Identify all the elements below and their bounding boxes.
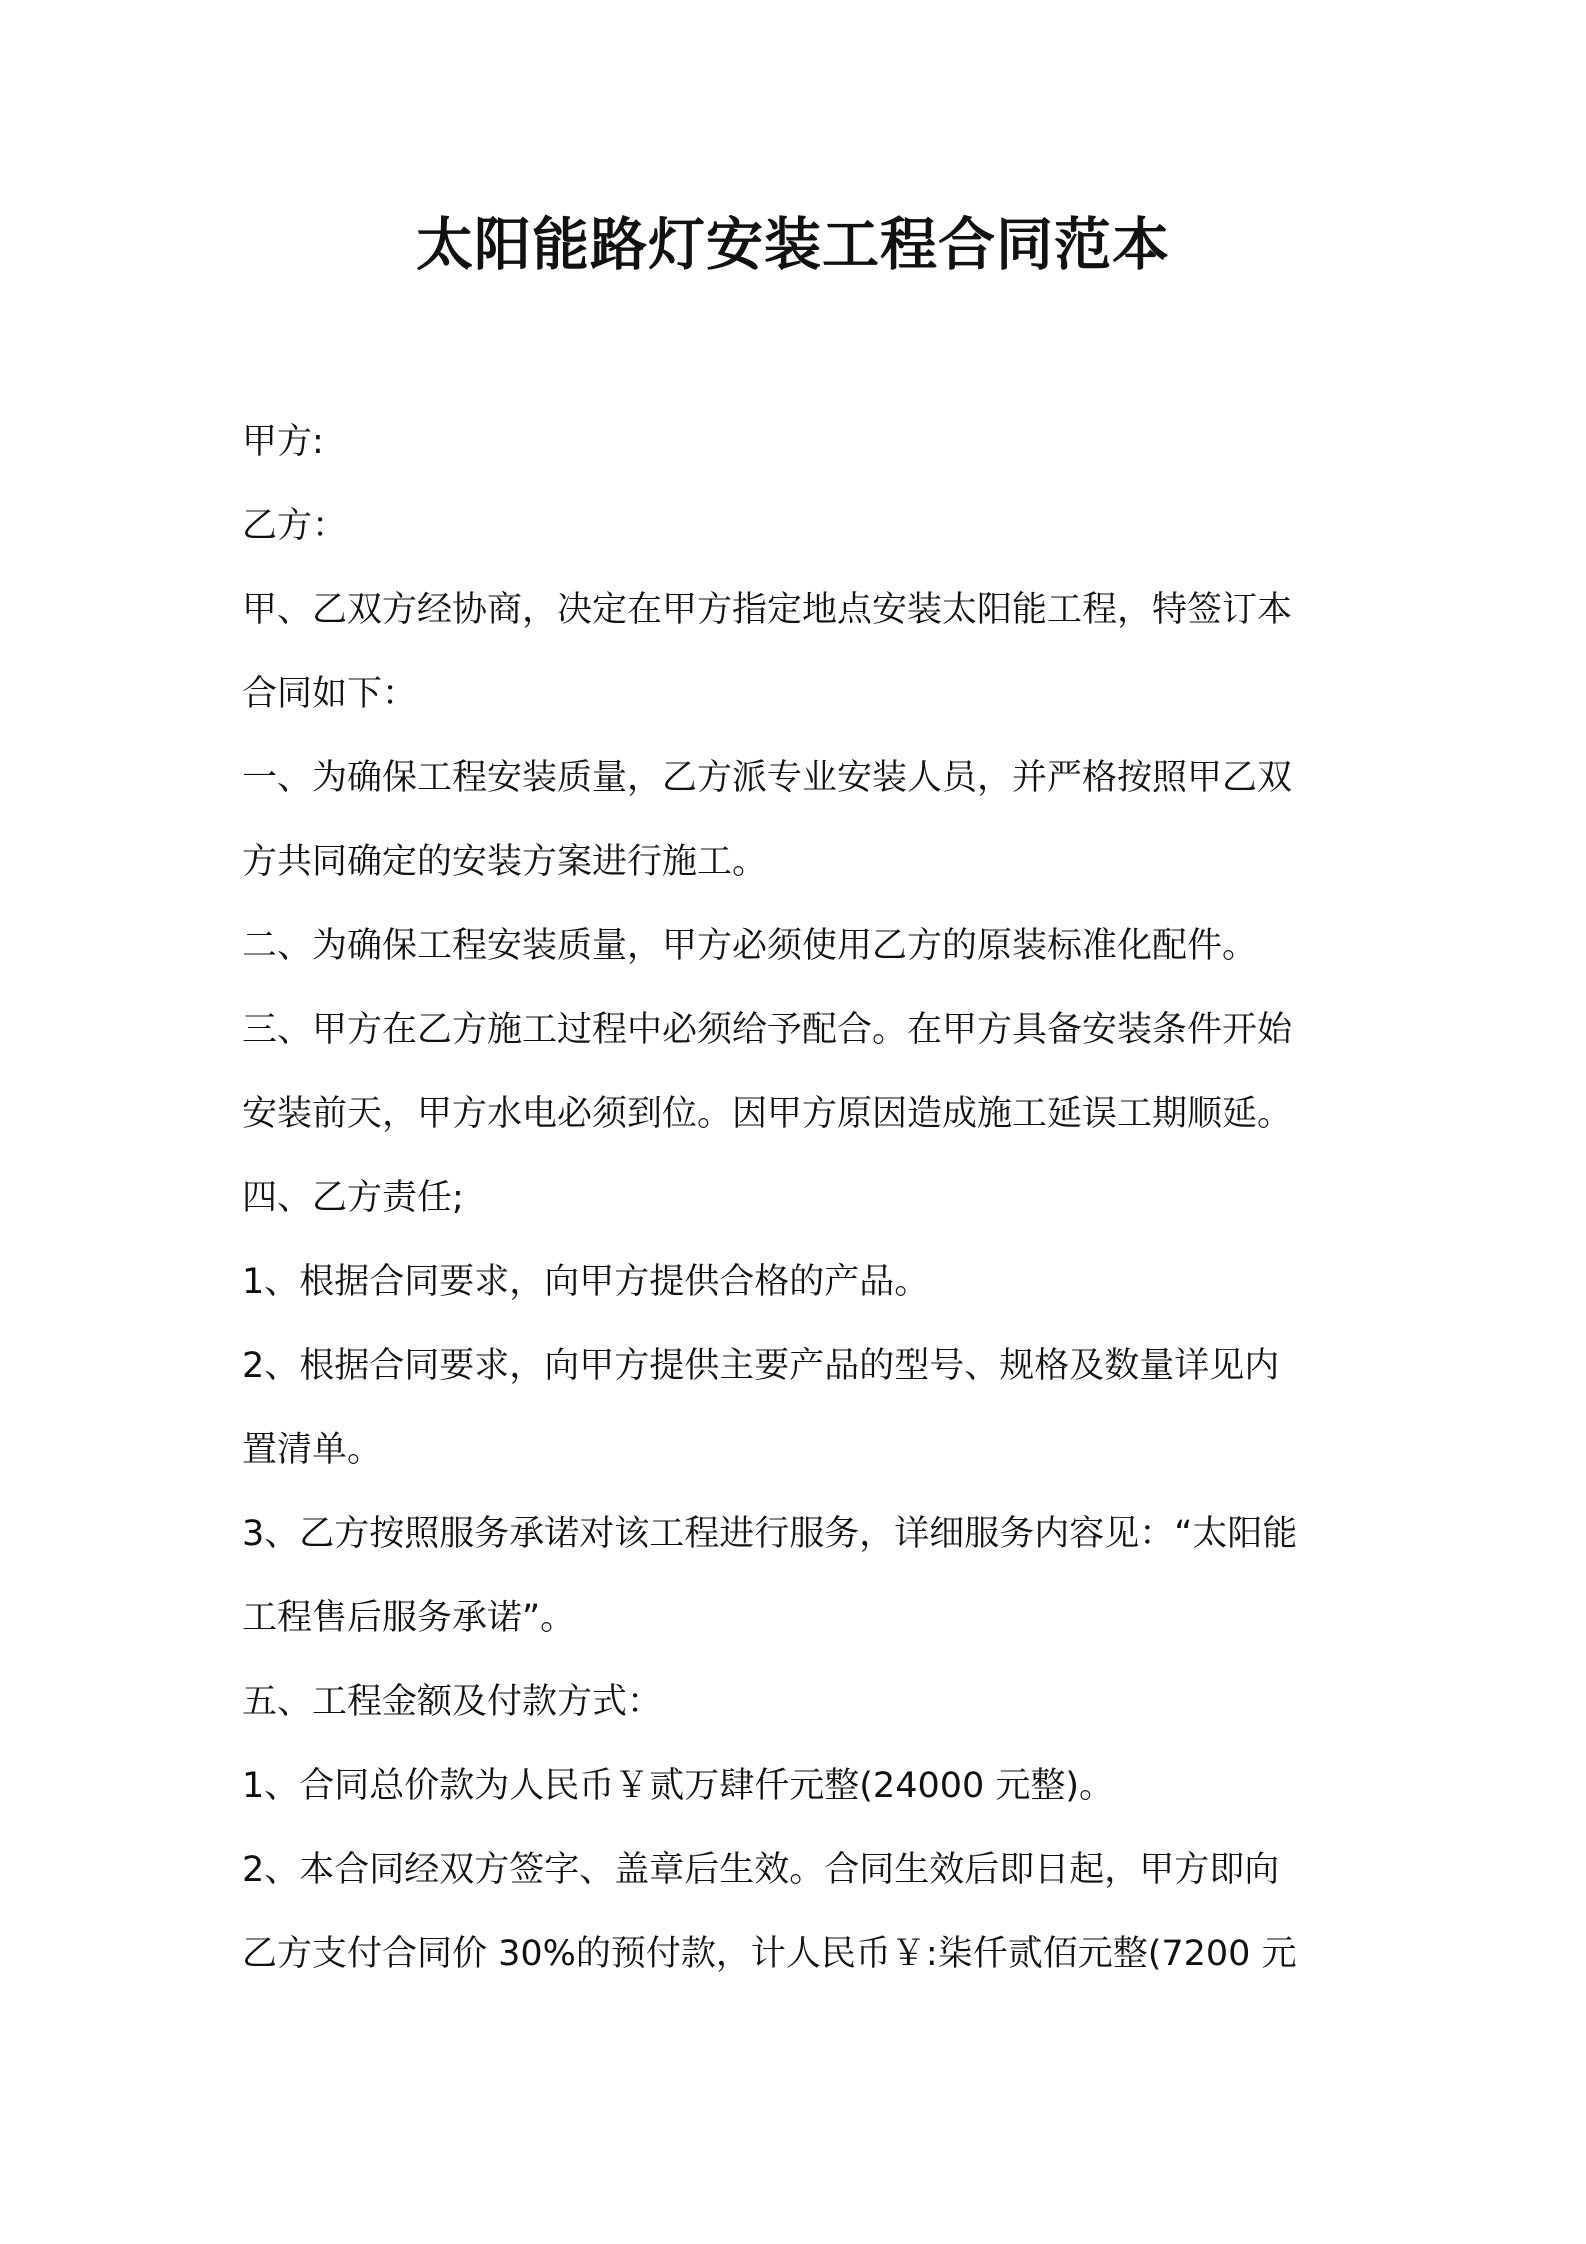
text-line: 3、乙方按照服务承诺对该工程进行服务，详细服务内容见：“太阳能 <box>242 1514 1298 1554</box>
text-line: 1、根据合同要求，向甲方提供合格的产品。 <box>242 1262 930 1302</box>
document-body <box>242 400 1362 1996</box>
text-line: 1、合同总价款为人民币￥贰万肆仟元整(24000 元整)。 <box>242 1766 1115 1806</box>
text-line: 置清单。 <box>242 1430 383 1470</box>
document-title: 太阳能路灯安装工程合同范本 <box>416 212 1170 278</box>
section-heading: 四、乙方责任; <box>242 1178 464 1218</box>
text-line: 方共同确定的安装方案进行施工。 <box>242 842 768 882</box>
text-line: 三、甲方在乙方施工过程中必须给予配合。在甲方具备安装条件开始 <box>242 1010 1293 1050</box>
text-line: 2、本合同经双方签字、盖章后生效。合同生效后即日起，甲方即向 <box>242 1850 1280 1890</box>
text-line: 工程售后服务承诺”。 <box>242 1598 576 1638</box>
text-line: 乙方支付合同价 30%的预付款，计人民币￥:柒仟贰佰元整(7200 元 <box>242 1934 1297 1974</box>
text-line: 合同如下： <box>242 674 418 714</box>
section-heading: 五、工程金额及付款方式： <box>242 1682 663 1722</box>
text-line: 二、为确保工程安装质量，甲方必须使用乙方的原装标准化配件。 <box>242 926 1258 966</box>
text-line: 安装前天，甲方水电必须到位。因甲方原因造成施工延误工期顺延。 <box>242 1094 1293 1134</box>
text-line-party-a: 甲方: <box>242 422 324 462</box>
text-line: 甲、乙双方经协商，决定在甲方指定地点安装太阳能工程，特签订本 <box>242 590 1293 630</box>
text-line-party-b: 乙方： <box>242 506 348 546</box>
text-line: 2、根据合同要求，向甲方提供主要产品的型号、规格及数量详见内 <box>242 1346 1280 1386</box>
text-line: 一、为确保工程安装质量，乙方派专业安装人员，并严格按照甲乙双 <box>242 758 1293 798</box>
